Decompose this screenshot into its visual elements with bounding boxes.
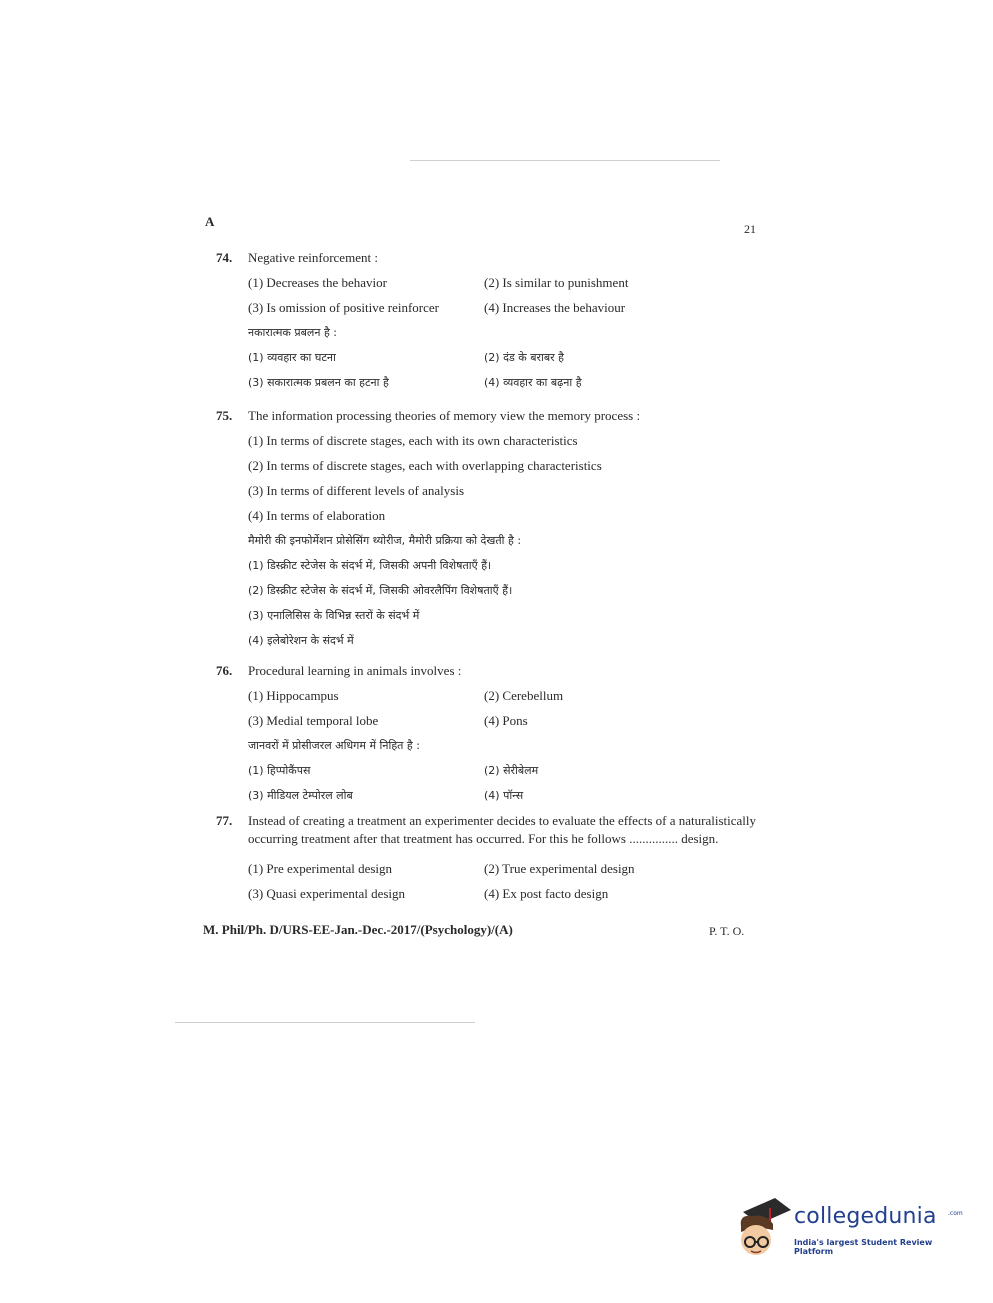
options-row (248, 295, 756, 320)
question-stem-hi: जानवरों में प्रोसीजरल अधिगम में निहित है : (248, 739, 420, 752)
paper-code: M. Phil/Ph. D/URS-EE-Jan.-Dec.-2017/(Psychology)/(A) (203, 922, 513, 937)
options-row (248, 683, 756, 708)
options-row (248, 270, 756, 295)
options-row-hi (248, 783, 756, 808)
option-2[interactable]: (2) True experimental design (484, 861, 635, 876)
option-4-hi[interactable]: (4) इलेबोरेशन के संदर्भ में (248, 634, 354, 647)
question-74 (216, 245, 756, 395)
option-2[interactable]: (2) Is similar to punishment (484, 275, 629, 290)
option-2[interactable]: (2) In terms of discrete stages, each with overlapping characteristics (248, 458, 602, 473)
question-stem-hi: मैमोरी की इनफोर्मेशन प्रोसेसिंग थ्योरीज, मैमोरी प्रक्रिया को देखती है : (248, 534, 522, 547)
option-3-hi[interactable]: (3) सकारात्मक प्रबलन का हटना है (248, 376, 389, 389)
option-3[interactable]: (3) Medial temporal lobe (248, 713, 379, 728)
logo-dotcom: .com (948, 1210, 963, 1217)
option-4-hi[interactable]: (4) पॉन्स (484, 789, 524, 802)
options-row (248, 881, 756, 906)
question-number: 74. (216, 250, 233, 265)
option-1[interactable]: (1) Hippocampus (248, 688, 339, 703)
question-77 (216, 812, 756, 906)
option-2-hi[interactable]: (2) सेरीबेलम (484, 764, 539, 777)
option-1-hi[interactable]: (1) व्यवहार का घटना (248, 351, 336, 364)
set-code: A (205, 214, 215, 229)
logo-mascot-icon (733, 1196, 793, 1262)
option-4[interactable]: (4) Pons (484, 713, 528, 728)
option-1-hi[interactable]: (1) डिस्क्रीट स्टेजेस के संदर्भ में, जिसकी अपनी विशेषताएँ हैं। (248, 559, 492, 572)
question-number: 75. (216, 408, 233, 423)
option-4[interactable]: (4) In terms of elaboration (248, 508, 386, 523)
option-4[interactable]: (4) Ex post facto design (484, 886, 609, 901)
option-3-hi[interactable]: (3) मीडियल टेम्पोरल लोब (248, 789, 353, 802)
option-1[interactable]: (1) Decreases the behavior (248, 275, 387, 290)
option-4-hi[interactable]: (4) व्यवहार का बढ़ना है (484, 376, 582, 389)
option-1-hi[interactable]: (1) हिप्पोकैंपस (248, 764, 311, 777)
options-row (248, 708, 756, 733)
question-number: 77. (216, 813, 233, 828)
options-row-hi (248, 370, 756, 395)
question-stem-en: Procedural learning in animals involves : (248, 663, 462, 678)
collegedunia-logo[interactable] (733, 1196, 963, 1268)
logo-tagline: India's largest Student Review Platform (794, 1238, 933, 1256)
question-stem-hi: नकारात्मक प्रबलन है : (248, 326, 338, 339)
option-1[interactable]: (1) Pre experimental design (248, 861, 393, 876)
question-stem-en: Negative reinforcement : (248, 250, 378, 265)
option-3-hi[interactable]: (3) एनालिसिस के विभिन्न स्तरों के संदर्भ में (248, 609, 420, 622)
question-stem-en: Instead of creating a treatment an experimenter decides to evaluate the effects of a naturalistically occurring treatment after that treatment has occurred. For this he follows ............... design. (248, 813, 756, 846)
option-2[interactable]: (2) Cerebellum (484, 688, 564, 703)
option-3[interactable]: (3) Quasi experimental design (248, 886, 406, 901)
question-76 (216, 658, 756, 808)
option-3[interactable]: (3) Is omission of positive reinforcer (248, 300, 439, 315)
option-2-hi[interactable]: (2) डिस्क्रीट स्टेजेस के संदर्भ में, जिसकी ओवरलैपिंग विशेषताएँ हैं। (248, 584, 513, 597)
options-row-hi (248, 345, 756, 370)
question-stem-en: The information processing theories of memory view the memory process : (248, 408, 641, 423)
logo-wordmark: collegedunia (794, 1204, 937, 1229)
option-4[interactable]: (4) Increases the behaviour (484, 300, 626, 315)
option-3[interactable]: (3) In terms of different levels of analysis (248, 483, 464, 498)
scan-artifact-line (410, 160, 720, 161)
scan-artifact-line (175, 1022, 475, 1023)
question-number: 76. (216, 663, 233, 678)
option-2-hi[interactable]: (2) दंड के बराबर है (484, 351, 564, 364)
options-row-hi (248, 758, 756, 783)
option-1[interactable]: (1) In terms of discrete stages, each with its own characteristics (248, 433, 578, 448)
options-row (248, 856, 756, 881)
pto-label: P. T. O. (709, 924, 745, 938)
page-number: 21 (744, 222, 756, 236)
question-75 (216, 403, 756, 653)
